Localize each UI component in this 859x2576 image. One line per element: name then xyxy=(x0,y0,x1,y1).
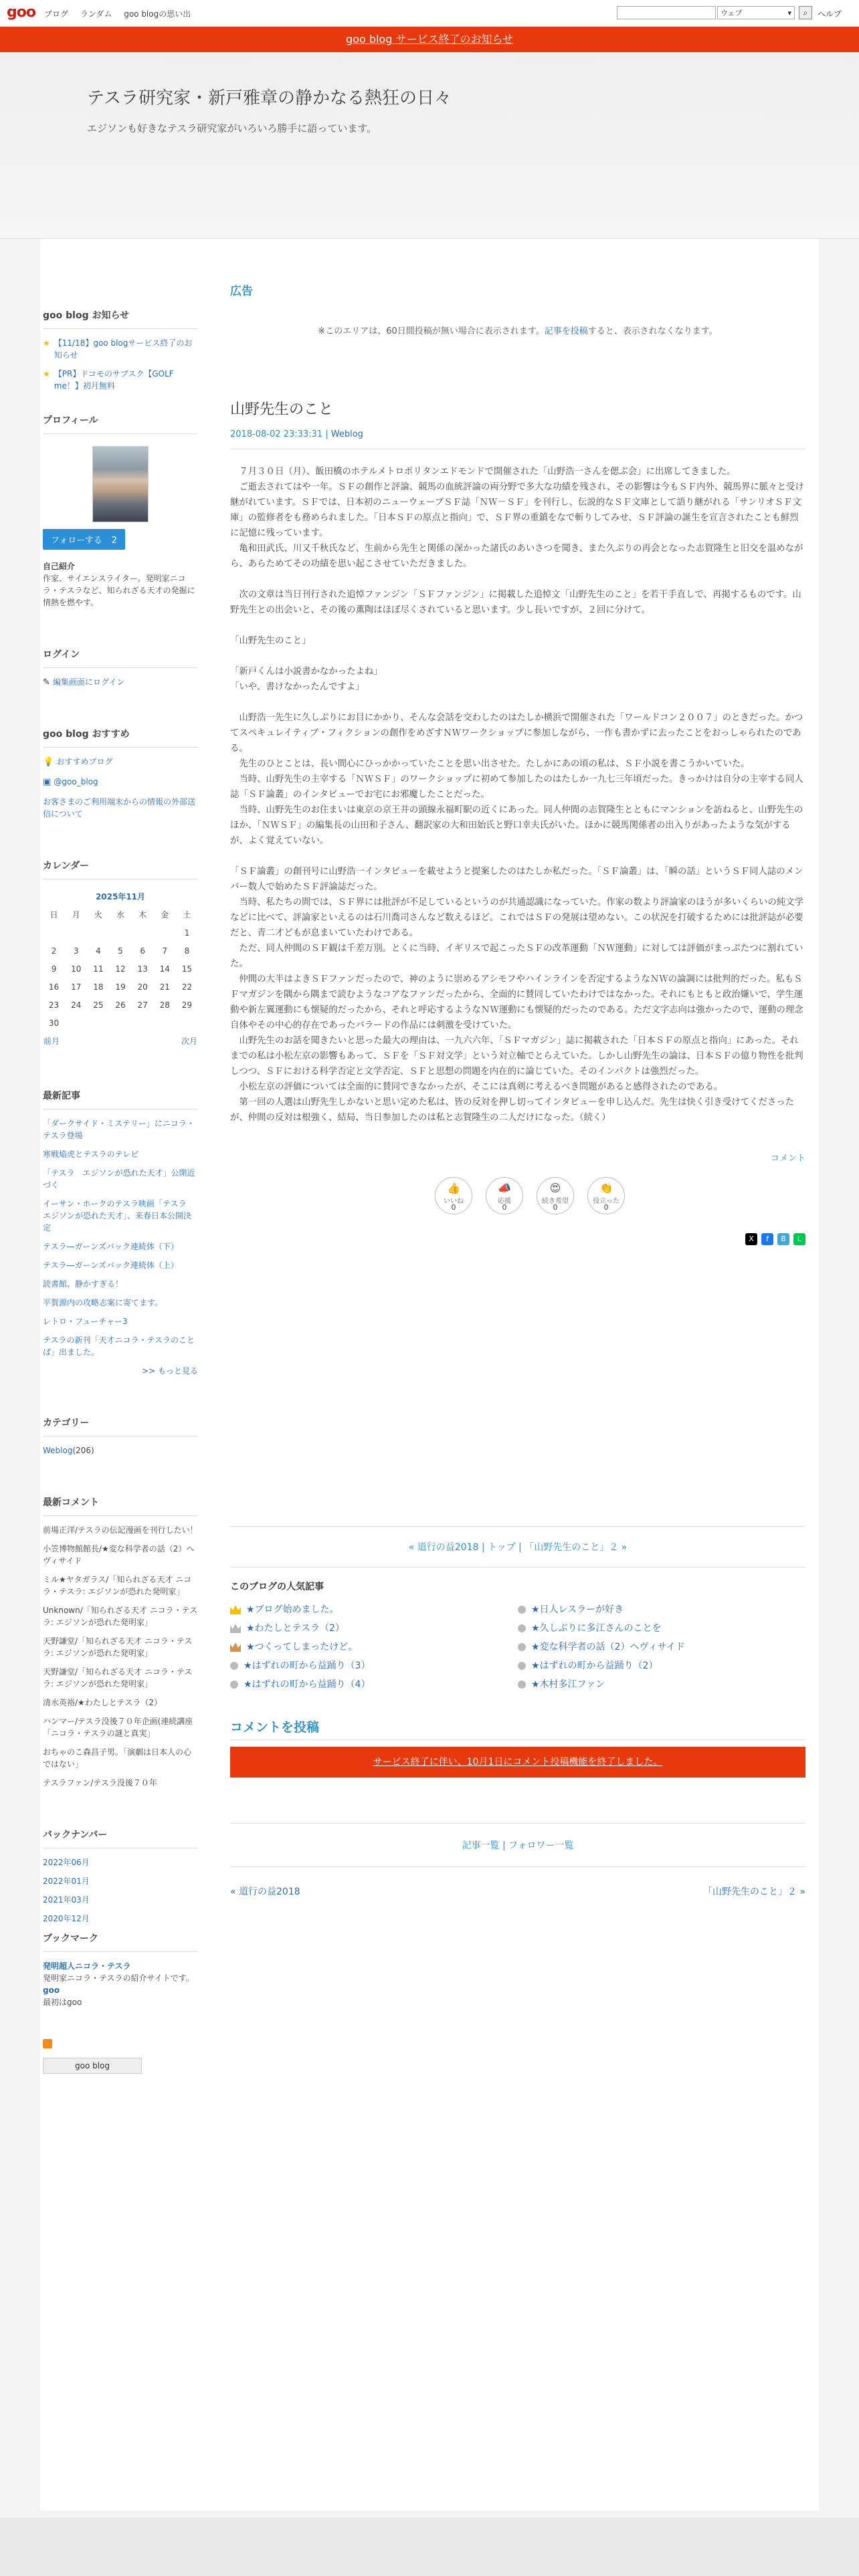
calendar-date: 28 xyxy=(159,1000,170,1010)
calendar-date: 4 xyxy=(96,946,101,956)
calendar-date: 2 xyxy=(51,946,57,956)
calendar-date: 8 xyxy=(184,946,190,956)
bullet-icon xyxy=(518,1606,526,1614)
calendar-date: 9 xyxy=(51,964,57,974)
popular-item[interactable] xyxy=(518,1677,805,1691)
blog-title[interactable]: テスラ研究家・新戸雅章の静かなる熱狂の日々 xyxy=(87,88,452,108)
reaction-useful[interactable] xyxy=(585,1177,628,1214)
backnumber-heading: バックナンバー xyxy=(43,1820,198,1848)
bulb-icon: 💡 xyxy=(43,757,57,767)
calendar xyxy=(43,887,198,1050)
bronze-crown-icon xyxy=(230,1642,241,1652)
recent-item[interactable]: テスラ―ガーンズバック連続体（上） xyxy=(43,1261,179,1270)
next-post-link[interactable]: 「山野先生のこと」２ » xyxy=(702,1887,805,1897)
follow-button[interactable] xyxy=(43,529,125,550)
hatena-share-icon[interactable]: B xyxy=(777,1233,789,1245)
news-item xyxy=(43,368,198,392)
comments-list xyxy=(43,1524,198,1789)
reaction-label: 続き希望 xyxy=(542,1198,569,1205)
reaction-count: 0 xyxy=(603,1203,609,1212)
search-input[interactable] xyxy=(617,6,716,19)
thumbs-up-icon: 👍 xyxy=(447,1182,460,1194)
follow-label: フォローする xyxy=(51,536,102,546)
recent-item[interactable]: イーサン・ホークのテスラ映画「テスラ エジソンが恐れた天才」、来春日本公開決定 xyxy=(43,1199,195,1232)
ad-note-text: ※このエリアは、60日間投稿が無い場合に表示されます。 xyxy=(318,326,545,336)
bullet-icon xyxy=(518,1662,526,1670)
reaction-cheer[interactable] xyxy=(483,1177,526,1214)
reaction-label: 応援 xyxy=(498,1198,511,1205)
calendar-day: 月 xyxy=(72,910,80,920)
calendar-date: 24 xyxy=(71,1000,82,1010)
calendar-date: 11 xyxy=(93,964,104,974)
calendar-date: 16 xyxy=(48,982,60,992)
recent-item[interactable]: レトロ・フューチャー3 xyxy=(43,1317,128,1326)
calendar-date xyxy=(109,1014,131,1032)
post-category[interactable]: Weblog xyxy=(330,429,363,439)
post-date: 2018-08-02 23:33:31 xyxy=(230,429,323,439)
pencil-icon: ✎ xyxy=(43,677,54,687)
post-meta: 2018-08-02 23:33:31 | Weblog xyxy=(230,429,805,449)
calendar-month: 2025年11月 xyxy=(95,892,146,901)
recent-item[interactable]: テスラ―ガーンズバック連続体（下） xyxy=(43,1242,179,1251)
calendar-date: 30 xyxy=(48,1018,60,1028)
backnumber-item[interactable]: 2021年03月 xyxy=(43,1895,90,1905)
rss-row xyxy=(43,2039,198,2051)
calendar-date: 12 xyxy=(115,964,126,974)
calendar-date: 3 xyxy=(73,946,79,956)
category-count: (206) xyxy=(72,1446,94,1455)
reaction-count: 0 xyxy=(502,1203,507,1212)
x-share-icon[interactable]: X xyxy=(745,1233,757,1245)
popular-item[interactable] xyxy=(518,1640,805,1653)
post-pager[interactable]: « 道行の益2018 | トップ | 「山野先生のこと」２ » xyxy=(230,1526,805,1568)
help-link[interactable]: ヘルプ xyxy=(818,9,842,19)
bookmark-desc: 最初はgoo xyxy=(43,1998,82,2007)
recent-item[interactable]: 読書館、静かすぎる！ xyxy=(43,1279,124,1289)
calendar-day: 金 xyxy=(161,910,169,920)
share-buttons xyxy=(230,1233,805,1245)
silver-crown-icon xyxy=(230,1624,241,1633)
bookmark-item xyxy=(43,1960,198,1972)
nav-memories[interactable]: goo blogの思い出 xyxy=(124,9,191,19)
comment-item[interactable]: 清水英裕/★わたしとテスラ（2） xyxy=(43,1698,162,1707)
calendar-date xyxy=(65,924,87,942)
bookmark-heading: ブックマーク xyxy=(43,1923,198,1952)
calendar-date: 17 xyxy=(71,982,82,992)
popular-label: ★木村多江ファン xyxy=(531,1679,605,1690)
self-intro-title: 自己紹介 xyxy=(43,562,76,571)
popular-label: ★日人レスラーが好き xyxy=(531,1604,624,1615)
comment-item[interactable]: 小笠博物館館長/★変な科学者の話（2）ヘヴィサイド xyxy=(43,1544,195,1566)
calendar-date xyxy=(154,924,176,942)
recent-item[interactable]: テスラの新刊「天才ニコラ・テスラのことば」出ました。 xyxy=(43,1335,195,1357)
popular-label: ★はずれの町から益踊り（3） xyxy=(244,1660,371,1671)
popular-item[interactable] xyxy=(518,1602,805,1616)
bookmark-item xyxy=(43,1984,198,1996)
gold-crown-icon xyxy=(230,1605,241,1614)
self-intro: 作家、サイエンスライター。発明家ニコラ・テスラなど、知られざる天才の発掘に情熱を燃やす。 xyxy=(43,574,195,607)
goo-logo[interactable]: goo xyxy=(7,4,35,21)
recent-item[interactable]: 「ダークサイド・ミステリー」にニコラ・テスラ登場 xyxy=(43,1119,195,1140)
comment-closed-notice xyxy=(230,1747,805,1778)
main-content xyxy=(230,239,805,1898)
calendar-date xyxy=(43,924,65,942)
ad-note xyxy=(230,324,805,336)
twitter-icon: ▣ xyxy=(43,777,54,787)
popular-label: ★変な科学者の話（2）ヘヴィサイド xyxy=(531,1642,685,1652)
search-icon: ⌕ xyxy=(803,8,808,17)
backnumber-list xyxy=(43,1856,198,1923)
comment-item[interactable]: おちゃのこ森昌子男。「演劇は日本人の心ではない」 xyxy=(43,1747,192,1769)
recent-list xyxy=(43,1117,198,1377)
calendar-date: 5 xyxy=(118,946,123,956)
line-share-icon[interactable]: L xyxy=(793,1233,805,1245)
external-info-link[interactable]: お客さまのご利用端末からの情報の外部送信について xyxy=(43,797,196,819)
comment-item[interactable]: 天野謙堂/「知られざる天才 ニコラ・テスラ: エジソンが恐れた発明家」 xyxy=(43,1636,193,1658)
popular-item[interactable] xyxy=(518,1658,805,1672)
popular-label: ★ブログ始めました。 xyxy=(246,1604,339,1615)
backnumber-item[interactable]: 2020年12月 xyxy=(43,1914,90,1923)
search-scope-select[interactable]: ウェブ ▾ xyxy=(717,6,795,19)
calendar-date: 13 xyxy=(137,964,148,974)
nav-random[interactable]: ランダム xyxy=(80,9,112,19)
category-row xyxy=(43,1444,198,1457)
calendar-day: 木 xyxy=(138,910,147,920)
ad-note-text: すると、表示されなくなります。 xyxy=(587,326,718,336)
bullet-icon xyxy=(518,1681,526,1689)
calendar-date: 19 xyxy=(115,982,126,992)
popular-heading: このブログの人気記事 xyxy=(230,1582,324,1592)
sidebar xyxy=(43,239,198,2074)
calendar-date: 27 xyxy=(137,1000,148,1010)
recent-item[interactable]: 平賀源内の攻略志案に寄てます。 xyxy=(43,1298,163,1307)
avatar xyxy=(92,446,149,522)
profile-heading: プロフィール xyxy=(43,405,198,434)
calendar-prev[interactable]: 前月 xyxy=(43,1036,60,1046)
twitter-link[interactable]: @goo_blog xyxy=(54,777,98,786)
prev-next xyxy=(230,1885,805,1898)
calendar-date: 29 xyxy=(181,1000,193,1010)
popular-label: ★つくってしまったけど。 xyxy=(246,1642,358,1652)
calendar-day: 土 xyxy=(183,910,191,920)
ad-heading: 広告 xyxy=(230,285,253,298)
popular-item[interactable] xyxy=(230,1602,518,1616)
calendar-date xyxy=(65,1014,87,1032)
reaction-count: 0 xyxy=(553,1203,558,1212)
star-icon: ★ xyxy=(43,369,50,379)
popular-item[interactable] xyxy=(230,1621,518,1634)
calendar-date xyxy=(109,924,131,942)
popular-label: ★はずれの町から益踊り（2） xyxy=(531,1660,658,1671)
calendar-date xyxy=(132,1014,154,1032)
comment-link[interactable]: コメント xyxy=(770,1154,805,1164)
recommend-link[interactable]: おすすめブログ xyxy=(56,757,113,766)
calendar-date: 23 xyxy=(48,1000,60,1010)
calendar-next[interactable]: 次月 xyxy=(181,1036,197,1046)
news-link[interactable]: 【PR】ドコモのサブスク【GOLF me！】初月無料 xyxy=(54,369,174,391)
top-bar xyxy=(0,0,859,27)
news-heading: goo blog お知らせ xyxy=(43,300,198,329)
login-row xyxy=(43,676,198,688)
popular-item[interactable] xyxy=(518,1621,805,1634)
comment-closed-link[interactable]: サービス終了に伴い、10月1日にコメント投稿機能を終了しました。 xyxy=(373,1757,663,1767)
follow-count: 2 xyxy=(111,536,117,546)
calendar-date: 22 xyxy=(181,982,193,992)
calendar-date xyxy=(176,1014,198,1032)
reaction-label: いいね xyxy=(444,1198,464,1205)
news-item xyxy=(43,337,198,361)
category-link[interactable]: Weblog xyxy=(43,1446,73,1455)
comment-item[interactable]: ミル★ヤタガラス/「知られざる天才 ニコラ・テスラ: エジソンが恐れた発明家」 xyxy=(43,1575,192,1596)
nav-blog[interactable]: ブログ xyxy=(44,9,69,19)
calendar-date: 1 xyxy=(184,928,190,938)
blog-description: エジソンも好きなテスラ研究家がいろいろ勝手に語っています。 xyxy=(87,122,377,134)
comment-item[interactable]: 前場正洋/テスラの伝記漫画を刊行したい！ xyxy=(43,1525,198,1535)
rss-icon[interactable] xyxy=(43,2039,52,2048)
calendar-date xyxy=(154,1014,176,1032)
bottom-links[interactable]: 記事一覧 | フォロワー一覧 xyxy=(230,1823,805,1867)
footer xyxy=(0,2518,859,2576)
calendar-day: 水 xyxy=(116,910,124,920)
reaction-count: 0 xyxy=(451,1203,456,1212)
reaction-buttons xyxy=(432,1177,805,1214)
comment-item[interactable]: テスラファン/テスラ没後７０年 xyxy=(43,1778,157,1788)
login-link[interactable]: 編集画面にログイン xyxy=(53,677,125,687)
popular-label: ★わたしとテスラ（2） xyxy=(246,1623,345,1634)
popular-label: ★はずれの町から益踊り（4） xyxy=(244,1679,371,1690)
recent-item[interactable]: 寒戦焔虎とテスラのテレビ xyxy=(43,1150,139,1159)
calendar-date: 7 xyxy=(162,946,168,956)
reaction-more[interactable] xyxy=(534,1177,577,1214)
service-end-link[interactable]: goo blog サービス終了のお知らせ xyxy=(346,33,513,45)
calendar-date: 26 xyxy=(115,1000,126,1010)
bookmark-desc: 発明家ニコラ・テスラの紹介サイトです。 xyxy=(43,1973,194,1983)
calendar-date: 10 xyxy=(71,964,82,974)
post-article-link[interactable]: 記事を投稿 xyxy=(544,326,588,336)
heart-eyes-icon: 😍 xyxy=(549,1182,561,1194)
category-heading: カテゴリー xyxy=(43,1408,198,1436)
popular-item[interactable] xyxy=(230,1640,518,1653)
prev-post-link[interactable]: « 道行の益2018 xyxy=(230,1887,300,1897)
recent-heading: 最新記事 xyxy=(43,1081,198,1109)
bullet-icon xyxy=(230,1681,238,1689)
service-end-notice xyxy=(0,27,859,52)
calendar-date: 15 xyxy=(181,964,193,974)
popular-label: ★久しぶりに多江さんのことを xyxy=(531,1623,662,1634)
calendar-day: 火 xyxy=(94,910,102,920)
clap-icon: 👏 xyxy=(599,1182,613,1194)
recommend-heading: goo blog おすすめ xyxy=(43,719,198,748)
calendar-date: 6 xyxy=(140,946,145,956)
blog-header xyxy=(0,52,859,239)
recent-item[interactable]: 「テスラ エジソンが恐れた天才」公開近づく xyxy=(43,1168,195,1190)
login-heading: ログイン xyxy=(43,639,198,668)
star-icon: ★ xyxy=(43,338,50,348)
bullet-icon xyxy=(518,1643,526,1651)
search-button[interactable] xyxy=(799,6,812,19)
recent-more-link[interactable]: >> もっと見る xyxy=(142,1366,198,1376)
comments-heading: 最新コメント xyxy=(43,1487,198,1516)
bullet-icon xyxy=(518,1624,526,1632)
calendar-heading: カレンダー xyxy=(43,851,198,879)
recommend-row xyxy=(43,756,198,768)
comment-item[interactable]: ハンマー/テスラ没後７０年企画(連続講座「ニコラ・テスラの謎と真実」 xyxy=(43,1717,193,1738)
goo-blog-badge[interactable]: goo blog xyxy=(43,2058,142,2074)
backnumber-item[interactable]: 2022年06月 xyxy=(43,1858,90,1867)
news-link[interactable]: 【11/18】goo blogサービス終了のお知らせ xyxy=(54,338,193,360)
popular-item[interactable] xyxy=(230,1677,518,1691)
backnumber-item[interactable]: 2022年01月 xyxy=(43,1876,90,1886)
popular-item[interactable] xyxy=(230,1658,518,1672)
calendar-date: 21 xyxy=(159,982,170,992)
calendar-date: 25 xyxy=(93,1000,104,1010)
comment-item[interactable]: Unknown/「知られざる天才 ニコラ・テスラ: エジソンが恐れた発明家」 xyxy=(43,1606,198,1627)
reaction-label: 役立った xyxy=(593,1198,619,1205)
content-wrapper xyxy=(40,239,819,2510)
calendar-date xyxy=(87,924,109,942)
post-title[interactable]: 山野先生のこと xyxy=(230,401,334,418)
megaphone-icon: 📣 xyxy=(498,1182,511,1194)
top-nav xyxy=(44,8,200,19)
calendar-date: 18 xyxy=(93,982,104,992)
bookmark-link[interactable]: 発明超人ニコラ・テスラ xyxy=(43,1961,131,1971)
reaction-like[interactable] xyxy=(432,1177,475,1214)
recommend-row xyxy=(43,796,198,820)
facebook-share-icon[interactable]: f xyxy=(761,1233,773,1245)
bookmark-link[interactable]: goo xyxy=(43,1985,60,1995)
post-body: ７月３０日（月）、飯田橋のホテルメトロポリタンエドモンドで開催された「山野浩一さんを偲ぶ会」に出席してきました。 ご逝去されてはや一年。ＳＦの創作と評論、競馬の血統評論の両分野で多大な功績を残され、その影響は今もＳＦ内外、競馬界に脈々と受け継がれています。ＳＦでは、日本初のニューウェーブＳＦ誌「ＮＷ－ＳＦ」を刊行し、伝説的なＳＦ文庫として語り継がれる「サンリオＳＦ文庫」の監修者をも務められました。「日本ＳＦの原点と指向」で、ＳＦ界の重鎮をなで斬りしてみせ、ＳＦ評論の誕生を宣言されたことも鮮烈に記憶に残っています。 亀和田武氏、川又千秋氏など、生前から先生と関係の深かった諸氏のあいさつを聞き、また久ぶりの再会となった志賀隆生と旧交を温めながら、あらためてその功績を思い起こさせていただきました。 次の文章は当日刊行された追悼ファンジン「ＳＦファンジン」に掲載した追悼文「山野先生のこと」を若干手直しで、再掲するものです。山野先生との出会いと、その後の薫陶はほぼ尽くされていると思います。少し長いですが、２回に分けて。 「山野先生のこと」 「新戸くんは小説書かなかったよね」 「いや、書けなかったんですよ」 山野浩一先生に久しぶりにお目にかかり、そんな会話を交わしたのはたしか横浜で開催された「ワールドコン２００７」のときだった。かつてスペキュレイティブ・フィクションの創作をめざすＮＷワークショップに参加しながら、一作も書かずに去ったことをおっしゃられたのである。 先生のひとことは、長い間心にひっかかっていたことを思い出させた。たしかにあの頃の私は、ＳＦ小説を書こうかいていた。 当時、山野先生の主宰する「ＮＷＳＦ」のワークショップに初めて参加したのはたしか一九七三年頃だった。きっかけは自分の主宰する同人誌「ＳＦ論叢」のインタビューでお宅にお邪魔したことだった。 当時、山野先生のお住まいは東京の京王井の頭線永福町駅の近くにあった。同人仲間の志賀隆生とともにマンションを訪ねると、山野先生のほか、「ＮＷＳＦ」の編集長の山田和子さん、翻訳家の大和田始氏と野口幸夫氏がいた。ほかに競馬関係者の出入りがあったような気がするが、よく覚えていない。 「ＳＦ論叢」の創刊号に山野浩一インタビューを載せようと提案したのはたしか私だった。「ＳＦ論叢」は、「瞬の話」というＳＦ同人誌のメンバー数人で始めたＳＦ評論誌だった。 当時、私たちの間では、ＳＦ界には批評が不足しているというのが共通認識になっていた。作家の数より評論家のほうが多いくらいの純文学などに比べて、評論家といえるのは石川喬司さんなど数えるほど。これではＳＦの発展は望めない。この状況を打破するためには批評誌が必要だと、青二才どもが息まいていたわけである。 ただ、同人仲間のＳＦ観は千差万別。とくに当時、イギリスで起こったＳＦの改革運動「ＮＷ運動」に対しては評価がまっぷたつに割れていた。 仲間の大半はよきＳＦファンだったので、神のように崇めるアシモフやハインラインを否定するようなＮＷの論調には批判的だった。私もＳＦマガジンを隅から隅まで読むようなコアなファンだったから、全面的に賛同していたわけではなかった。それにもともと政治嫌いで、学生運動や新左翼運動にも懐疑的だったから、それと呼応するようなＮＷ運動にも懐疑的だったのである。ただ文字志向は強かったので、運動の理念自体やその中心的存在であったバラードの作品には刺激を受けていた。 山野先生のお話を聞きたいと思った最大の理由は、一九六六年、「ＳＦマガジン」誌に掲載された「日本ＳＦの原点と指向」にあった。それまでの私は小松左京の影響もあって、ＳＦを「ＳＦ対文学」という対立軸でとらえていた。しかし山野先生の論は、日本ＳＦの億り物性を批判しつつ、ＳＦにおける科学否定と文学否定、ＳＦと思想の問題を内在的に論じていた。そのインパクトは強烈だった。 小松左京の評価については全面的に賛同できなかったが、そこには真剣に考えるべき問題があると感得されたのである。 第一回の人選は山野先生しかないと思い定めた私は、皆の反対を押し切ってインタビューを申し込んだ。先生は快く引き受けてくださったが、仲間の反対は根強く、結局、当日参加したのは私と志賀隆生の二人だけになった。（続く） xyxy=(230,467,804,1123)
recommend-row xyxy=(43,776,198,788)
calendar-date: 20 xyxy=(137,982,148,992)
comment-heading: コメントを投稿 xyxy=(230,1717,805,1740)
calendar-date xyxy=(132,924,154,942)
calendar-day: 日 xyxy=(50,910,58,920)
bullet-icon xyxy=(230,1662,238,1670)
calendar-date xyxy=(87,1014,109,1032)
comment-item[interactable]: 天野謙堂/「知られざる天才 ニコラ・テスラ: エジソンが恐れた発明家」 xyxy=(43,1667,193,1689)
popular-list xyxy=(230,1602,805,1691)
calendar-date: 14 xyxy=(159,964,170,974)
